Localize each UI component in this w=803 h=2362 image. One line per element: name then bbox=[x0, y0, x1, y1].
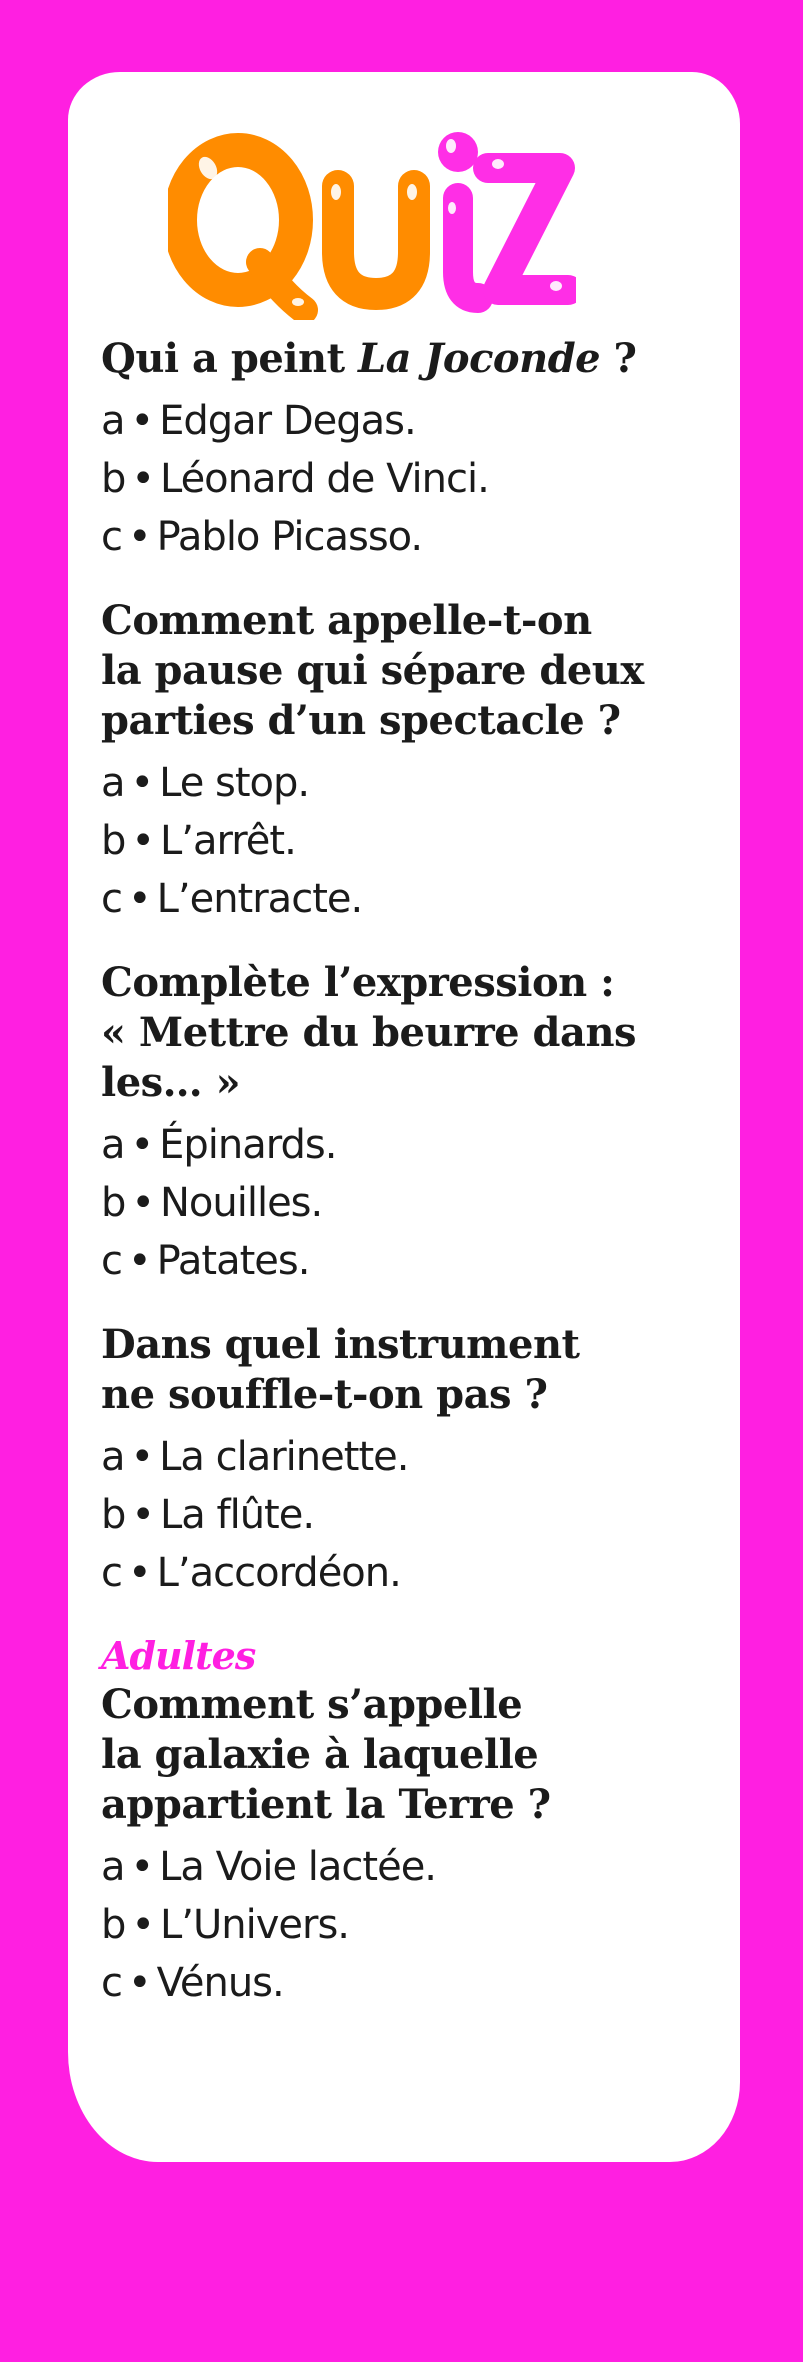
answer-2c bbox=[101, 870, 701, 928]
answer-text: La Voie lactée. bbox=[159, 1844, 437, 1890]
question-3 bbox=[101, 958, 701, 1108]
question-adultes-line: la galaxie à laquelle bbox=[101, 1731, 539, 1778]
answer-4a bbox=[101, 1428, 701, 1486]
answer-letter: a bbox=[101, 1434, 125, 1480]
answer-2a bbox=[101, 754, 701, 812]
answer-letter: a bbox=[101, 1122, 125, 1168]
logo-letter-q bbox=[180, 150, 304, 310]
question-adultes-line: Comment s’appelle bbox=[101, 1681, 523, 1728]
answer-text: Nouilles. bbox=[159, 1180, 323, 1226]
bullet: • bbox=[131, 818, 154, 864]
bullet: • bbox=[130, 760, 154, 806]
answer-letter: c bbox=[101, 1550, 122, 1596]
question-2-line: la pause qui sépare deux bbox=[101, 647, 644, 694]
bullet: • bbox=[128, 514, 151, 560]
answer-adultes-c bbox=[101, 1954, 701, 2012]
question-block-4 bbox=[101, 1320, 701, 1602]
answer-letter: c bbox=[101, 514, 122, 560]
question-1-pre: Qui a peint bbox=[101, 335, 358, 382]
bullet: • bbox=[131, 1180, 154, 1226]
question-1-title: La Joconde bbox=[358, 335, 601, 382]
bullet: • bbox=[130, 1122, 154, 1168]
answer-3a bbox=[101, 1116, 701, 1174]
answer-3c bbox=[101, 1232, 701, 1290]
question-3-line: les… » bbox=[101, 1059, 241, 1106]
answer-letter: b bbox=[101, 1492, 126, 1538]
question-2 bbox=[101, 596, 701, 746]
answer-2b bbox=[101, 812, 701, 870]
answer-letter: a bbox=[101, 1844, 125, 1890]
question-2-line: Comment appelle-t-on bbox=[101, 597, 592, 644]
question-3-line: « Mettre du beurre dans bbox=[101, 1009, 637, 1056]
answer-letter: c bbox=[101, 1960, 122, 2006]
quiz-logo bbox=[168, 122, 576, 320]
logo-letter-i bbox=[438, 132, 478, 298]
question-3-line: Complète l’expression : bbox=[101, 959, 615, 1006]
answer-text: La flûte. bbox=[159, 1492, 315, 1538]
adultes-label: Adultes bbox=[101, 1633, 256, 1678]
answer-4b bbox=[101, 1486, 701, 1544]
question-block-3 bbox=[101, 958, 701, 1290]
bullet: • bbox=[128, 1238, 151, 1284]
answer-letter: a bbox=[101, 760, 125, 806]
answer-text: Edgar Degas. bbox=[159, 398, 416, 444]
question-block-2 bbox=[101, 596, 701, 928]
question-adultes bbox=[101, 1680, 701, 1830]
bullet: • bbox=[128, 876, 151, 922]
bullet: • bbox=[128, 1960, 151, 2006]
question-block-adultes bbox=[101, 1632, 701, 2012]
question-1 bbox=[101, 334, 701, 384]
answer-letter: c bbox=[101, 1238, 122, 1284]
question-2-line: parties d’un spectacle ? bbox=[101, 697, 621, 744]
answer-letter: b bbox=[101, 1180, 126, 1226]
answer-text: L’Univers. bbox=[159, 1902, 350, 1948]
answer-text: Le stop. bbox=[159, 760, 310, 806]
answer-4c bbox=[101, 1544, 701, 1602]
bullet: • bbox=[131, 1492, 154, 1538]
bullet: • bbox=[131, 456, 154, 502]
answer-1a bbox=[101, 392, 701, 450]
question-4 bbox=[101, 1320, 701, 1420]
answer-1b bbox=[101, 450, 701, 508]
bullet: • bbox=[130, 398, 154, 444]
logo-letter-z bbox=[488, 159, 568, 291]
question-4-line: ne souffle-t-on pas ? bbox=[101, 1371, 548, 1418]
answer-text: L’entracte. bbox=[156, 876, 363, 922]
answer-text: Vénus. bbox=[156, 1960, 284, 2006]
question-adultes-line: appartient la Terre ? bbox=[101, 1781, 551, 1828]
answer-text: La clarinette. bbox=[159, 1434, 409, 1480]
answer-text: L’accordéon. bbox=[156, 1550, 401, 1596]
bullet: • bbox=[131, 1902, 154, 1948]
quiz-logo-graphic bbox=[168, 122, 576, 320]
answer-letter: b bbox=[101, 1902, 126, 1948]
answer-adultes-b bbox=[101, 1896, 701, 1954]
answer-text: L’arrêt. bbox=[159, 818, 296, 864]
answer-1c bbox=[101, 508, 701, 566]
answer-letter: a bbox=[101, 398, 125, 444]
bullet: • bbox=[130, 1844, 154, 1890]
answer-3b bbox=[101, 1174, 701, 1232]
question-4-line: Dans quel instrument bbox=[101, 1321, 580, 1368]
answer-letter: b bbox=[101, 456, 126, 502]
answer-text: Épinards. bbox=[159, 1122, 337, 1168]
quiz-content bbox=[101, 334, 701, 2042]
bullet: • bbox=[130, 1434, 154, 1480]
answer-text: Patates. bbox=[156, 1238, 310, 1284]
bullet: • bbox=[128, 1550, 151, 1596]
answer-letter: c bbox=[101, 876, 122, 922]
answer-text: Pablo Picasso. bbox=[156, 514, 423, 560]
question-block-1 bbox=[101, 334, 701, 566]
answer-text: Léonard de Vinci. bbox=[159, 456, 489, 502]
answer-letter: b bbox=[101, 818, 126, 864]
logo-letter-u bbox=[331, 184, 417, 294]
question-1-post: ? bbox=[600, 335, 637, 382]
answer-adultes-a bbox=[101, 1838, 701, 1896]
